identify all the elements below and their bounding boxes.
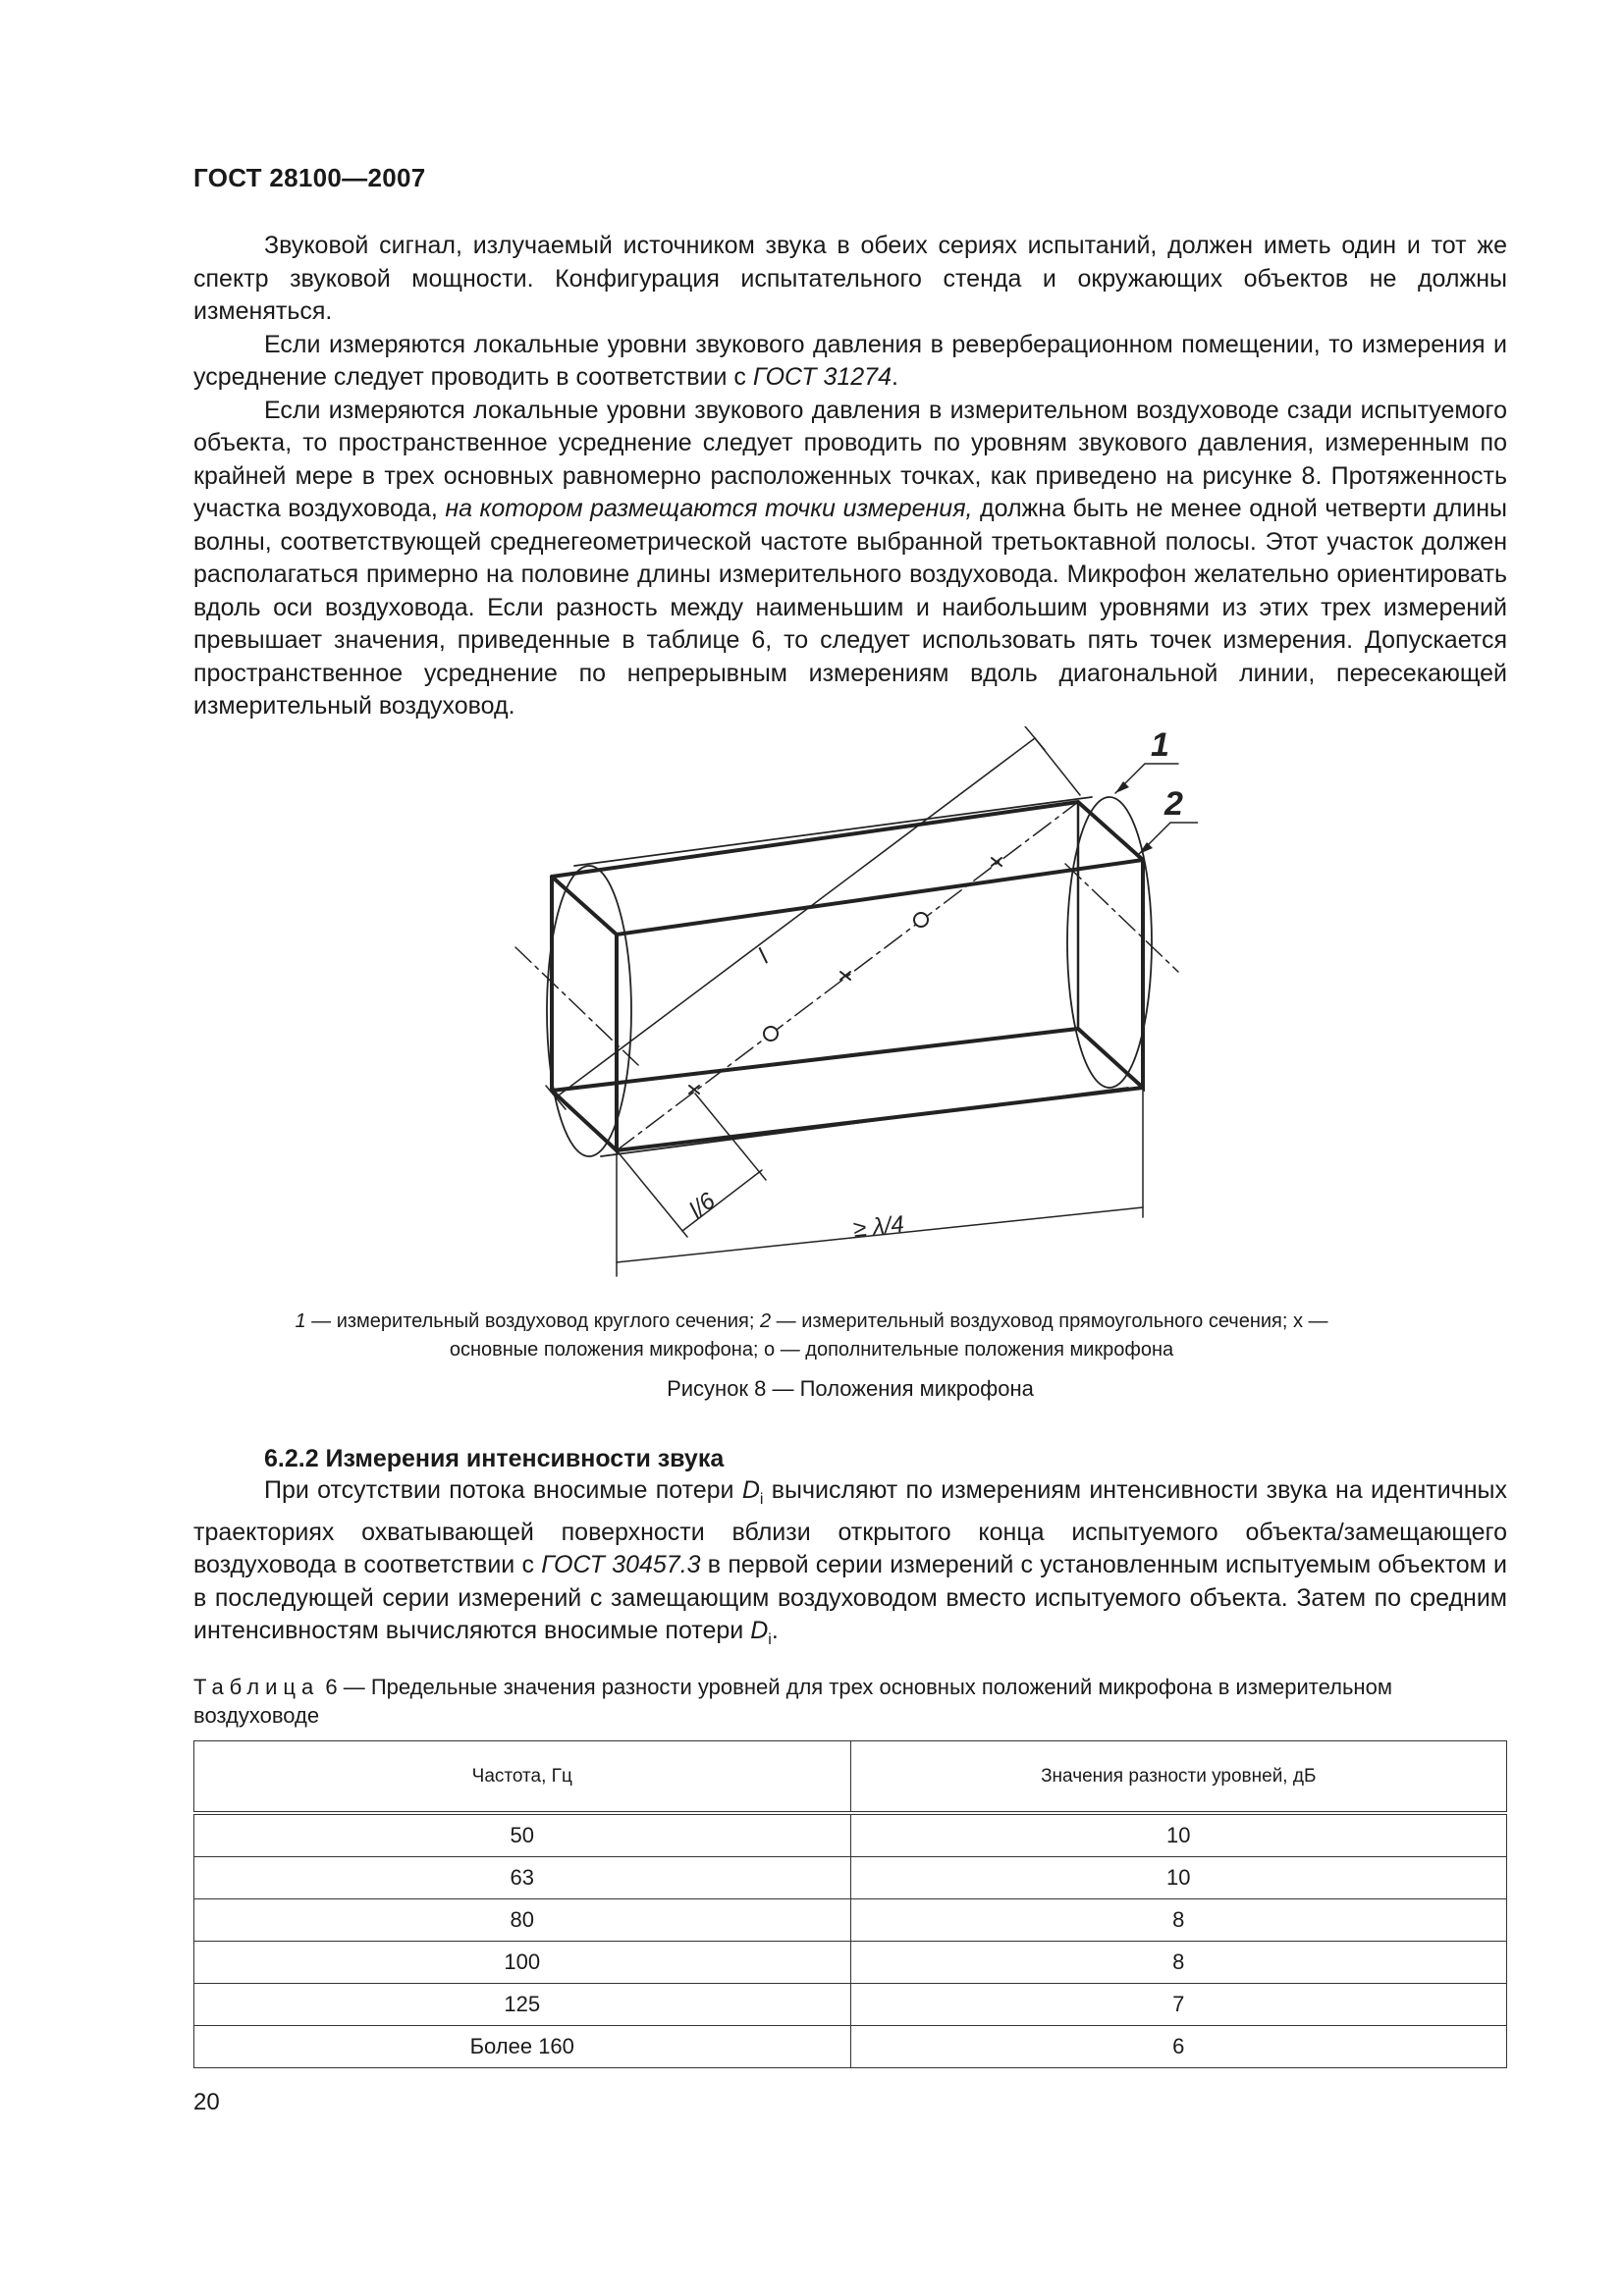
variable-subscript: i: [759, 1491, 764, 1508]
cell-frequency: 63: [194, 1857, 851, 1899]
legend-1-text: — измерительный воздуховод круглого сечения;: [305, 1310, 760, 1332]
cell-frequency: 50: [194, 1813, 851, 1857]
cell-frequency: 100: [194, 1942, 851, 1984]
dimension-lambda-label: ≥ λ/4: [851, 1210, 906, 1243]
section-heading: 6.2.2 Измерения интенсивности звука: [264, 1445, 725, 1472]
duct-drawing: [491, 726, 1198, 1286]
table-row: [194, 1857, 1507, 1899]
table-header-row: [194, 1741, 1507, 1814]
paragraph-3-rest: должна быть не менее одной четверти длины волны, соответствующей среднегеометрической частоте выбранной третьоктавной полосы. Этот участок должен располагаться примерно на половине длины измерительного воздуховода. Микрофон желательно ориентировать вдоль оси воздуховода. Если разность между наименьшим и наибольшим уровнями из этих трех измерений превышает значения, приведенные в таблице 6, то следует использовать пять точек измерения. Допускается пространственное усреднение по непрерывным измерениям вдоль диагональной линии, пересекающей измерительный воздуховод.: [193, 495, 1507, 720]
section-text-2: вычисляют по измерениям интенсивности звука на идентичных траекториях охватывающей поверхности вблизи открытого конца испытуемого объекта/замещающего воздуховода в соответствии с: [193, 1476, 1507, 1578]
page-number: 20: [193, 2089, 220, 2115]
section-paragraph: [193, 1474, 1507, 1657]
cell-frequency: 125: [194, 1984, 851, 2026]
arrow-heads: [1115, 781, 1153, 854]
section-text: [193, 1474, 1507, 1657]
cell-level-difference: 6: [850, 2026, 1507, 2068]
header-level-difference: Значения разности уровней, дБ: [850, 1741, 1507, 1814]
paragraph-2-text: Если измеряются локальные уровни звукового давления в реверберационном помещении, то измерения и усреднение следует проводить в соответствии с: [193, 330, 1507, 391]
legend-2-number: 2: [759, 1310, 772, 1332]
figure-caption: Рисунок 8 — Положения микрофона: [667, 1376, 1034, 1401]
cell-level-difference: 10: [850, 1857, 1507, 1899]
callout-2-label: 2: [1164, 785, 1183, 823]
section-text-end: .: [771, 1617, 779, 1644]
dimension-l-label: l: [753, 944, 774, 969]
dimension-l: [546, 726, 1080, 1109]
legend-2-text: — измерительный воздуховод прямоугольного сечения; х — основные положения микрофона; о — дополнительные положения микрофона: [449, 1310, 1328, 1361]
paragraph-3-text: Если измеряются локальные уровни звукового давления в измерительном воздуховоде сзади испытуемого объекта, то пространственное усреднение следует проводить по уровням звукового давления, измеренным по крайней мере в трех основных равномерно расположенных точках, как приведено на рисунке 8. Протяженность участка воздуховода,: [193, 396, 1507, 522]
cell-level-difference: 7: [850, 1984, 1507, 2026]
cell-frequency: Более 160: [194, 2026, 851, 2068]
section-text-3: в первой серии измерений с установленным испытуемым объектом и в последующей серии измерений с замещающим воздуховодом вместо испытуемого объекта. Затем по средним интенсивностям вычисляются вносимые потери: [193, 1551, 1508, 1644]
level-difference-table: [193, 1740, 1507, 2068]
table-row: [194, 1899, 1507, 1942]
paragraph-3: [193, 395, 1507, 723]
paragraph-1: Звуковой сигнал, излучаемый источником звука в обеих сериях испытаний, должен иметь один и тот же спектр звуковой мощности. Конфигурация испытательного стенда и окружающих объектов не должны изменяться.: [193, 232, 1507, 325]
circular-duct: [547, 797, 1152, 1156]
paragraph-2: [193, 329, 1507, 395]
duct-diagram: [491, 726, 1198, 1286]
intro-text: [193, 230, 1507, 723]
table-row: [194, 1813, 1507, 1857]
cell-level-difference: 10: [850, 1813, 1507, 1857]
variable-d-2: D: [750, 1617, 769, 1644]
standard-reference-2: ГОСТ 30457.3: [541, 1551, 701, 1578]
cell-level-difference: 8: [850, 1942, 1507, 1984]
figure-legend: [285, 1308, 1338, 1364]
variable-subscript-2: i: [768, 1631, 772, 1648]
legend-1-number: 1: [295, 1310, 306, 1332]
dimension-l6-label: l/6: [684, 1187, 721, 1224]
callout-1-label: 1: [1151, 726, 1169, 764]
variable-d: D: [741, 1476, 760, 1504]
table-row: [194, 1942, 1507, 1984]
dimension-l6: [617, 1094, 766, 1237]
callout-leaders: [1115, 764, 1198, 854]
table-caption: [193, 1673, 1507, 1730]
table-row: [194, 2026, 1507, 2068]
cell-level-difference: 8: [850, 1899, 1507, 1942]
primary-microphone-positions: [689, 858, 1001, 1094]
header-frequency: Частота, Гц: [194, 1741, 851, 1814]
paragraph-2-end: .: [892, 363, 898, 391]
section-text-1: При отсутствии потока вносимые потери: [264, 1476, 742, 1504]
cell-frequency: 80: [194, 1899, 851, 1942]
document-header: ГОСТ 28100—2007: [193, 163, 426, 192]
standard-reference: ГОСТ 31274: [752, 363, 892, 391]
dimension-lambda: [617, 1088, 1143, 1276]
paragraph-3-italic: на котором размещаются точки измерения,: [445, 495, 973, 522]
table-label: Таблица: [193, 1675, 320, 1699]
table-caption-text: 6 — Предельные значения разности уровней для трех основных положений микрофона в измерительном воздуховоде: [193, 1675, 1392, 1728]
table-row: [194, 1984, 1507, 2026]
